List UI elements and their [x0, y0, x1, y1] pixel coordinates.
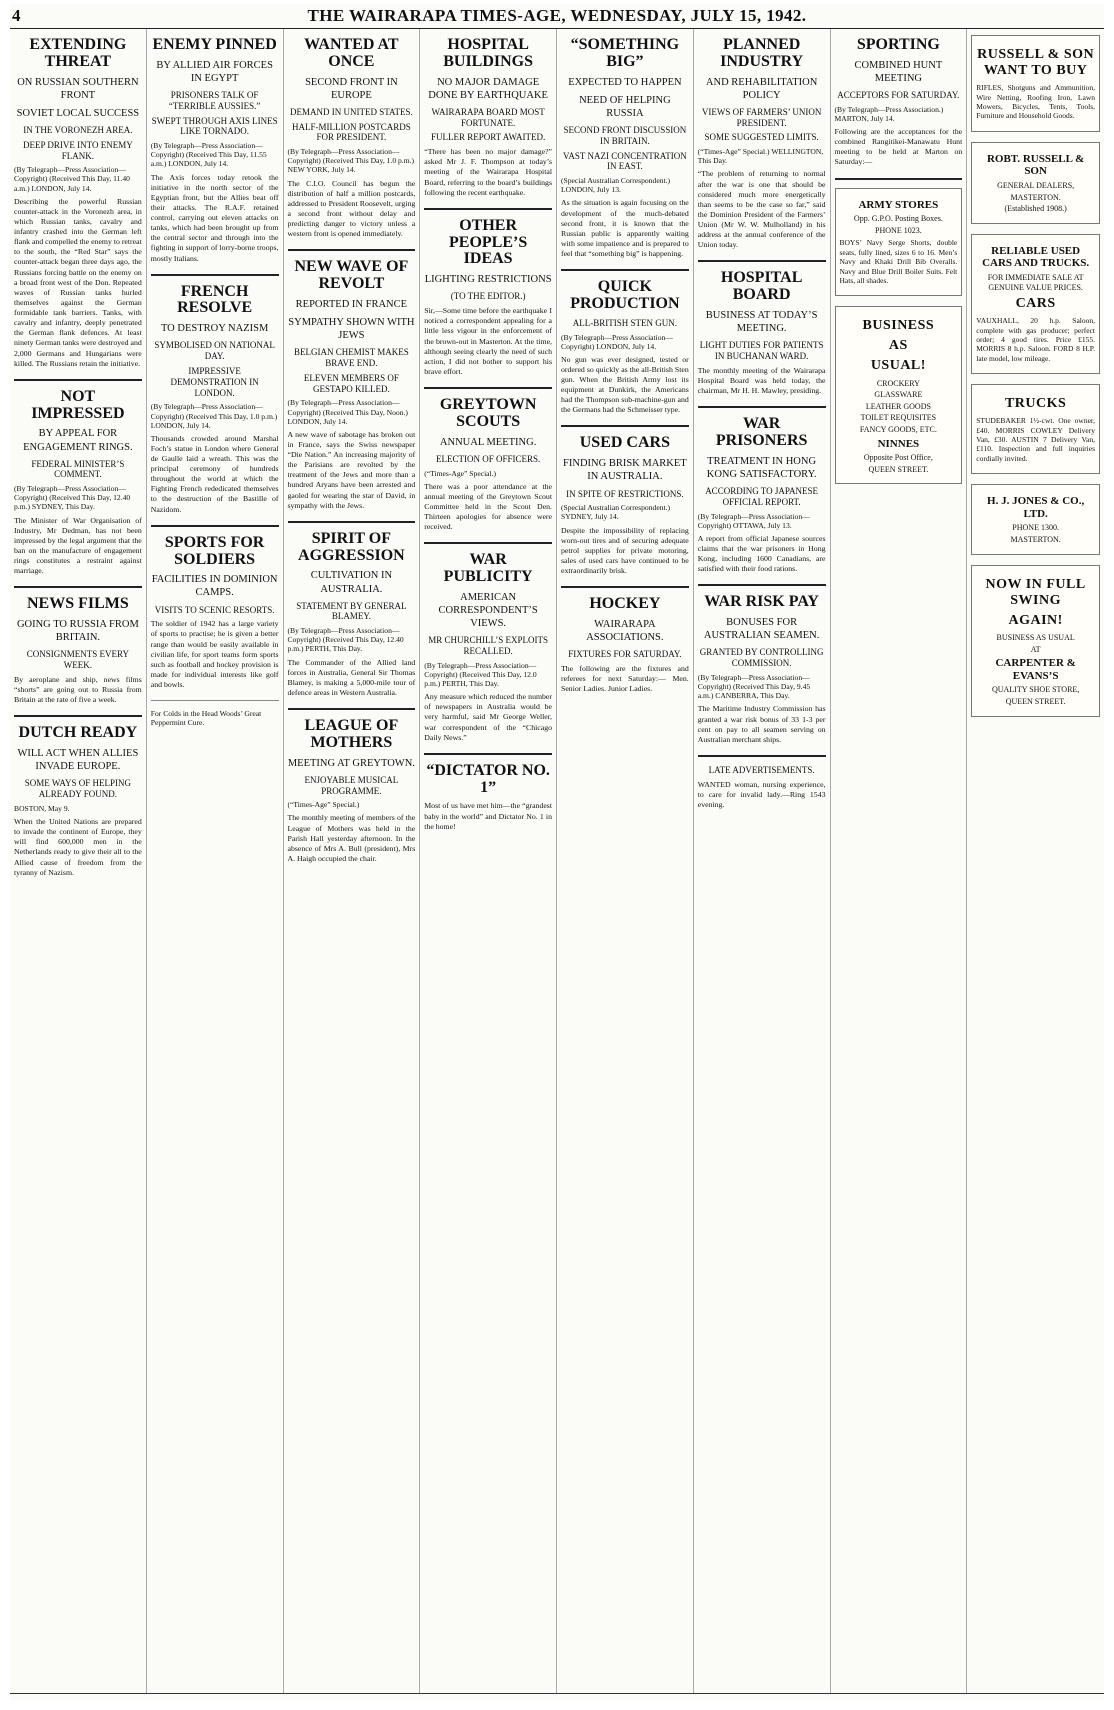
article-something-big [561, 37, 689, 259]
article-not-impressed [14, 389, 142, 577]
ad-line: QUEEN STREET. [868, 464, 929, 474]
deck: NO MAJOR DAMAGE DONE BY EARTHQUAKE [428, 76, 548, 101]
headline: PLANNED INDUSTRY [720, 36, 804, 70]
article-body: The C.I.O. Council has begun the distribution of half a million postcards, addressed to President Roosevelt, urging a second front without delay and predicting danger to victory unless a western front is opened immediately. [287, 178, 416, 239]
dateline: (By Telegraph—Press Association.) MARTON, July 14. [834, 104, 944, 123]
article-new-wave-of-revolt [288, 259, 416, 510]
subdeck: FULLER REPORT AWAITED. [430, 132, 546, 143]
article-body: There was a poor attendance at the annual meeting of the Greytown Scout Committee held in the Scout Den. Thirteen apologies for absence were received. [424, 481, 552, 532]
subdeck: LIGHT DUTIES FOR PATIENTS IN BUCHANAN WARD. [699, 340, 824, 362]
headline: GREYTOWN SCOUTS [439, 396, 537, 430]
dateline: (Special Australian Correspondent.) LONDON, July 13. [561, 176, 671, 195]
dateline: (By Telegraph—Press Association—Copyright) (Received This Day, Noon.) LONDON, July 14. [287, 398, 408, 426]
deck: ANNUAL MEETING. [439, 436, 537, 448]
advertisement-ninnes [835, 306, 963, 484]
column-rule [288, 249, 416, 251]
article-body: Any measure which reduced the number of newspapers in Australia would be very harmful, said Mr George Weller, war correspondent of the “Chicago Daily News.” [424, 692, 552, 742]
article-war-prisoners [698, 416, 826, 574]
headline: SPORTS FOR SOLDIERS [164, 533, 265, 568]
ad-line: H. J. JONES & CO., LTD. [987, 495, 1085, 520]
headline: HOSPITAL BOARD [720, 269, 803, 304]
subdeck: DEMAND IN UNITED STATES. [289, 106, 413, 117]
article-sports-for-soldiers [151, 535, 279, 691]
article-body: “The problem of returning to normal after the war is one that should be considered much more energetically than seems to be the case so far,” said the Dominion President of the Farmers’ Union (Mr W. W. Mulholland) in his address at the annual conference of the Union today. [697, 169, 826, 250]
article-body: The monthly meeting of the Wairarapa Hospital Board was held today, the chairman, Mr H. H. Mawley, presiding. [697, 365, 826, 396]
subdeck: WAIRARAPA BOARD MOST FORTUNATE. [431, 106, 545, 128]
article-hockey [561, 596, 689, 694]
subdeck: SYMBOLISED ON NATIONAL DAY. [154, 340, 275, 362]
deck: TREATMENT IN HONG KONG SATISFACTORY. [706, 455, 817, 480]
dateline: (“Times-Age” Special.) WELLINGTON, This Day. [697, 147, 824, 166]
ad-line: FOR IMMEDIATE SALE AT GENUINE VALUE PRICES. [987, 273, 1084, 292]
ad-line: NOW IN FULL SWING [985, 576, 1086, 608]
headline: ENEMY PINNED [152, 36, 277, 53]
masthead-title: THE WAIRARAPA TIMES-AGE, WEDNESDAY, JULY 15, 1942. [307, 6, 807, 25]
dateline: (By Telegraph—Press Association—Copyright) (Received This Day, 12.40 p.m.) SYDNEY, This Day. [14, 484, 131, 512]
ad-line: USUAL! [870, 358, 926, 374]
headline: QUICK PRODUCTION [570, 278, 680, 312]
article-body: As the situation is again focusing on the development of the much-debated second front, it is known that the Russian public is apparently waiting with some impatience and is prepared to feel that “something big” is happening. [561, 198, 689, 258]
deck: ON RUSSIAN SOUTHERN FRONT [17, 76, 139, 101]
deck: EXPECTED TO HAPPEN [568, 76, 682, 88]
ad-text: STUDEBAKER 1½-cwt. One owner, £40. MORRIS COWLEY Delivery Van, £30. AUSTIN 7 Delivery Van, £110. Inspection and full inquiries cordially invited. [976, 416, 1095, 463]
ad-line: MASTERTON. [1010, 192, 1061, 202]
column-rule [698, 260, 826, 262]
column-rule [14, 379, 142, 381]
article-body: Thousands crowded around Marshal Foch’s statue in London where General de Gaulle laid a wreath. This was the principal ceremony of hundreds throughout the world at which the Fighting French rededicated themselves to the destruction of the Bastille of Nazidom. [150, 433, 279, 514]
deck: SOVIET LOCAL SUCCESS [16, 107, 140, 119]
column-rule [698, 755, 826, 757]
article-body: “There has been no major damage?” asked Mr J. F. Thompson at today’s meeting of the Wairarapa Hospital Board, referring to the board’s buildings following the recent earthquake. [424, 147, 552, 197]
column-rule [14, 715, 142, 717]
dateline: (By Telegraph—Press Association—Copyright) (Received This Day, 12.0 p.m.) PERTH, This Day. [424, 660, 537, 689]
column-5 [557, 29, 694, 1693]
article-war-risk-pay [698, 594, 826, 744]
subdeck: PRISONERS TALK OF “TERRIBLE AUSSIES.” [168, 90, 261, 111]
ad-line: GENERAL DEALERS, [997, 180, 1075, 190]
ad-line: MASTERTON. [1010, 535, 1061, 545]
advertisement-hj-jones [971, 484, 1100, 554]
article-planned-industry [698, 37, 826, 250]
deck: FINDING BRISK MARKET IN AUSTRALIA. [563, 458, 687, 483]
deck: BONUSES FOR AUSTRALIAN SEAMEN. [703, 617, 820, 642]
column-1 [10, 29, 147, 1693]
column-rule [561, 269, 689, 271]
ad-line: CROCKERY [876, 378, 920, 388]
ad-line: QUEEN STREET. [1005, 696, 1066, 706]
columns [10, 29, 1104, 1694]
article-sporting [835, 37, 963, 168]
headline: NEWS FILMS [26, 595, 129, 613]
dateline: (By Telegraph—Press Association—Copyright) (Received This Day, 1.0 p.m.) NEW YORK, July 14. [287, 147, 415, 175]
headline: SPORTING [856, 36, 940, 53]
headline: WAR PUBLICITY [443, 551, 533, 586]
ad-text: RIFLES, Shotguns and Ammunition, Wire Netting, Roofing Iron, Lawn Mowers, Bicycles, Tents, Tools, Furniture and Household Goods. [976, 83, 1095, 121]
column-rule [151, 700, 279, 701]
headline: WAR PRISONERS [715, 415, 808, 450]
subdeck: HALF-MILLION POSTCARDS FOR PRESIDENT. [291, 121, 411, 143]
column-rule [835, 178, 963, 180]
column-rule [561, 425, 689, 427]
article-hospital-buildings [424, 37, 552, 198]
column-4 [420, 29, 557, 1693]
ad-line: NINNES [877, 437, 920, 450]
subdeck: ENJOYABLE MUSICAL PROGRAMME. [304, 774, 399, 796]
column-2 [147, 29, 284, 1693]
column-8 [967, 29, 1104, 1693]
ad-line: CARS [1015, 296, 1056, 312]
column-rule [424, 208, 552, 210]
dateline: (By Telegraph—Press Association—Copyright) (Received This Day, 11.55 a.m.) LONDON, July 14. [150, 141, 267, 169]
dateline: (By Telegraph—Press Association—Copyright) (Received This Day, 11.40 a.m.) LONDON, July 14. [14, 165, 130, 193]
column-rule [288, 708, 416, 710]
ad-line: QUALITY SHOE STORE, [991, 685, 1080, 695]
column-rule [424, 542, 552, 544]
dateline: (By Telegraph—Press Association—Copyright) LONDON, July 14. [561, 332, 673, 351]
article-body: Despite the impossibility of replacing worn-out tires and of securing adequate petrol supplies for private motoring, sales of used cars have continued to be extraordinarily brisk. [561, 525, 689, 576]
subdeck: ACCEPTORS FOR SATURDAY. [837, 90, 960, 101]
headline: DUTCH READY [18, 724, 138, 742]
deck: BUSINESS AT TODAY’S MEETING. [705, 310, 818, 335]
ad-line: PHONE 1023. [875, 225, 922, 235]
ad-line: LEATHER GOODS [865, 401, 931, 411]
article-dutch-ready [14, 725, 142, 878]
deck: GOING TO RUSSIA FROM BRITAIN. [16, 619, 139, 644]
article-spirit-of-aggression [288, 531, 416, 698]
article-body: The Axis forces today retook the initiative in the north sector of the Egyptian front, but the Allies beat off their attacks. The R.A.F. retained control, carrying out eleven attacks on tanks, which had been brought up from the central sector and through into the fighting in support of lorry-borne troops, mostly Italians. [150, 172, 279, 263]
subdeck: DEEP DRIVE INTO ENEMY FLANK. [23, 139, 133, 161]
advertisement-russell-and-son [971, 35, 1100, 132]
article-body: The monthly meeting of members of the League of Mothers was held in the Parish Hall yesterday afternoon. In the absence of Mrs A. Bull (president), Mrs A. Haigh occupied the chair. [287, 813, 416, 863]
article-hospital-board [698, 270, 826, 396]
headline: WAR RISK PAY [704, 593, 819, 611]
subdeck: ACCORDING TO JAPANESE OFFICIAL REPORT. [705, 486, 819, 507]
ad-line: GLASSWARE [874, 390, 923, 400]
article-other-peoples-ideas [424, 218, 552, 377]
deck: WAIRARAPA ASSOCIATIONS. [586, 618, 664, 644]
deck: SYMPATHY SHOWN WITH JEWS [288, 317, 415, 342]
ad-line: Opp. G.P.O. Posting Boxes. [853, 214, 943, 224]
column-6 [694, 29, 831, 1693]
article-french-resolve [151, 284, 279, 515]
subdeck: ALL-BRITISH STEN GUN. [572, 317, 677, 328]
subdeck: BELGIAN CHEMIST MAKES BRAVE END. [293, 347, 409, 369]
dateline: (By Telegraph—Press Association—Copyright) OTTAWA, July 13. [697, 511, 810, 530]
article-body: No gun was ever designed, tested or ordered so quickly as the all-British Sten gun. When the British Army lost its equipment at Dunkirk, the Americans had the Thompson sub-machine-gun and the Germans had the Schmeisser type. [561, 354, 689, 415]
ad-line: AT [1030, 644, 1041, 654]
deck: SECOND FRONT IN EUROPE [305, 76, 398, 101]
subdeck: ELECTION OF OFFICERS. [435, 453, 541, 464]
advertisement-robt-russell [971, 142, 1100, 224]
ad-line: BUSINESS AS USUAL [996, 632, 1075, 642]
deck: AND REHABILITATION POLICY [705, 76, 818, 101]
article-body: Following are the acceptances for the combined Rangitikei-Manawatu Hunt meeting to be held at Marton on Saturday:— [834, 127, 963, 167]
subdeck: FEDERAL MINISTER’S COMMENT. [31, 458, 125, 480]
column-rule [424, 387, 552, 389]
article-body: A new wave of sabotage has broken out in France, says the Swiss newspaper “Die Nation.” An increasing majority of the Parisians are revolted by the treatment of the Jews and more than a hundred Aryans have been arrested and gaoled for wearing the star of David, in sympathy with the Jews. [287, 429, 416, 510]
article-war-publicity [424, 552, 552, 743]
dateline: (By Telegraph—Press Association—Copyright) (Received This Day, 9.45 a.m.) CANBERRA, This Day. [697, 673, 811, 701]
article-body: When the United Nations are prepared to invade the continent of Europe, they will find 600,000 men in the Netherlands ready to give their all to the Allied cause of freedom from the tyranny of Nazism. [14, 817, 142, 877]
article-body: The Maritime Industry Commission has granted a war risk bonus of 33 1-3 per cent on pay to all seamen serving on Australian merchant ships. [697, 704, 826, 744]
article-news-films [14, 596, 142, 705]
column-7 [831, 29, 968, 1693]
article-greytown-scouts [424, 397, 552, 532]
headline: USED CARS [579, 434, 670, 452]
headline: “DICTATOR NO. 1” [426, 761, 550, 796]
subdeck: GRANTED BY CONTROLLING COMMISSION. [699, 647, 824, 669]
article-enemy-pinned [151, 37, 279, 264]
column-rule [424, 753, 552, 755]
headline: “SOMETHING BIG” [570, 36, 680, 70]
subdeck: SOME SUGGESTED LIMITS. [704, 132, 819, 143]
ad-line: ARMY STORES [858, 198, 939, 211]
article-body: WANTED woman, nursing experience, to care for invalid lady.—Ring 1543 evening. [697, 779, 826, 809]
ad-line: AS [888, 338, 908, 354]
headline: LEAGUE OF MOTHERS [304, 717, 399, 751]
ad-text: VAUXHALL, 20 h.p. Saloon, complete with gas producer; perfect order; 4 good tires. Price £155. MORRIS 8 h.p. Saloon. FORD 8 H.P. late model, low mileage. [976, 316, 1095, 363]
ad-line: AGAIN! [1008, 612, 1063, 628]
dateline: (“Times-Age” Special.) [287, 800, 360, 810]
subdeck: SWEPT THROUGH AXIS LINES LIKE TORNADO. [151, 115, 278, 137]
subdeck: SOME WAYS OF HELPING ALREADY FOUND. [24, 778, 132, 800]
dateline: (“Times-Age” Special.) [424, 468, 497, 478]
subdeck: CONSIGNMENTS EVERY WEEK. [26, 649, 129, 671]
ad-line: PHONE 1300. [1012, 523, 1059, 533]
article-league-of-mothers [288, 718, 416, 864]
deck: FACILITIES IN DOMINION CAMPS. [151, 574, 278, 599]
subdeck: IN THE VORONEZH AREA. [23, 124, 133, 135]
dateline: (By Telegraph—Press Association—Copyright) (Received This Day, 1.0 p.m.) LONDON, July 14. [150, 402, 278, 430]
article-wanted-at-once [288, 37, 416, 239]
subdeck: FIXTURES FOR SATURDAY. [568, 649, 682, 660]
headline: HOCKEY [589, 595, 661, 613]
headline: FRENCH RESOLVE [177, 282, 253, 317]
ad-line: (Established 1908.) [1004, 204, 1067, 214]
deck: LIGHTING RESTRICTIONS [424, 274, 552, 286]
column-rule [561, 586, 689, 588]
column-rule [698, 406, 826, 408]
headline: NEW WAVE OF REVOLT [294, 258, 409, 293]
column-rule [151, 525, 279, 527]
article-body: Describing the powerful Russian counter-attack in the Voronezh area, in which Russian tanks, cavalry and infantry crashed into the German left flank and compelled the enemy to retreat to the south, the “Red Star” says the counter-attack began three days ago, the Russians forcing battle on the enemy on a broad front west of the Don. Repeated waves of Russian tanks hurled themselves against the German formidable tank barriers. Tanks, with cavalry and infantry, deeply penetrated the German flank defences. At least ninety German tanks were destroyed and 2,000 Germans and Hungarians were killed. The Russians retain the initiative. [14, 196, 142, 368]
headline: OTHER PEOPLE’S IDEAS [449, 216, 528, 268]
article-body: The Commander of the Allied land forces in Australia, General Sir Thomas Blamey, is making a 5,000-mile tour of defence areas in Western Australia. [287, 657, 416, 697]
headline: EXTENDING THREAT [29, 36, 127, 70]
ad-line: BUSINESS [862, 318, 935, 334]
ad-line: CARPENTER & EVANS’S [995, 657, 1076, 682]
article-quick-production [561, 279, 689, 415]
late-ads-heading: LATE ADVERTISEMENTS. [708, 764, 815, 775]
ad-line: RUSSELL & SON WANT TO BUY [977, 47, 1095, 79]
deck: CULTIVATION IN AUSTRALIA. [310, 570, 393, 595]
subdeck: ELEVEN MEMBERS OF GESTAPO KILLED. [303, 372, 399, 394]
deck: BY APPEAL FOR ENGAGEMENT RINGS. [23, 428, 133, 453]
deck: WILL ACT WHEN ALLIES INVADE EUROPE. [17, 748, 139, 773]
column-rule [698, 584, 826, 586]
column-rule [14, 586, 142, 588]
article-body: The following are the fixtures and referees for next Saturday:— Men. Senior Ladies. Junior Ladies. [561, 664, 689, 694]
subdeck: (TO THE EDITOR.) [450, 291, 526, 302]
column-rule [151, 274, 279, 276]
article-used-cars [561, 435, 689, 576]
headline: WANTED AT ONCE [304, 36, 399, 70]
newspaper-page [10, 4, 1104, 1700]
article-late-advertisements [698, 765, 826, 810]
dateline: (By Telegraph—Press Association—Copyright) (Received This Day, 12.40 p.m.) PERTH, This Day. [287, 626, 404, 654]
article-dictator-no-1 [424, 763, 552, 832]
masthead [10, 4, 1104, 29]
article-body: By aeroplane and ship, news films “shorts” are going out to Russia from Britain at the rate of five a week. [14, 674, 142, 705]
ad-line: RELIABLE USED CARS AND TRUCKS. [982, 244, 1090, 270]
deck: BY ALLIED AIR FORCES IN EGYPT [156, 59, 273, 84]
subdeck: VAST NAZI CONCENTRATION IN EAST. [563, 150, 687, 172]
subdeck: STATEMENT BY GENERAL BLAMEY. [296, 600, 407, 622]
subdeck: VIEWS OF FARMERS’ UNION PRESIDENT. [701, 106, 822, 128]
deck: REPORTED IN FRANCE [295, 298, 408, 310]
subdeck: SECOND FRONT DISCUSSION IN BRITAIN. [563, 124, 687, 146]
footnote-advertisement: For Colds in the Head Woods’ Great Peppermint Cure. [150, 709, 262, 728]
subdeck: IMPRESSIVE DEMONSTRATION IN LONDON. [170, 366, 259, 398]
article-extending-threat [14, 37, 142, 369]
article-body: Most of us have met him—the “grandest baby in the world” and Dictator No. 1 in the home! [424, 801, 552, 831]
ad-line: TRUCKS [1004, 396, 1067, 412]
article-body: The Minister of War Organisation of Industry, Mr Dedman, has not been impressed by the legal argument that the ban on the manufacture of engagement rings constitutes a restraint against marriage. [14, 515, 142, 576]
subdeck: VISITS TO SCENIC RESORTS. [154, 604, 275, 615]
column-rule [288, 521, 416, 523]
article-body: Sir,—Some time before the earthquake I noticed a correspondent appealing for a little less vigour in the enforcement of the brown-out in Masterton. At the time, although seeing clearly the need of such action, I did not bother to support his brave effort. [424, 306, 552, 376]
ad-line: FANCY GOODS, ETC. [859, 424, 937, 434]
dateline: (Special Australian Correspondent.) SYDNEY, July 14. [561, 503, 671, 522]
advertisement-trucks [971, 384, 1100, 474]
page-number: 4 [12, 6, 21, 25]
ad-text: BOYS’ Navy Serge Shorts, double seats, fully lined, sizes 6 to 16. Men’s Navy and Khaki Drill Bib Overalls. Navy and Blue Drill Boiler Suits. Felt Hats, all shades. [839, 238, 958, 285]
ad-line: Opposite Post Office, [863, 453, 933, 463]
advertisement-carpenter-and-evans [971, 565, 1100, 717]
headline: SPIRIT OF AGGRESSION [298, 529, 405, 564]
deck: COMBINED HUNT MEETING [854, 59, 943, 84]
advertisement-used-cars-and-trucks [971, 234, 1100, 374]
deck: AMERICAN CORRESPONDENT’S VIEWS. [438, 591, 538, 630]
deck: TO DESTROY NAZISM [160, 323, 269, 335]
deck: NEED OF HELPING RUSSIA [579, 94, 671, 119]
column-3 [284, 29, 421, 1693]
headline: HOSPITAL BUILDINGS [443, 36, 534, 70]
ad-line: TOILET REQUISITES [860, 413, 937, 423]
ad-line: ROBT. RUSSELL & SON [986, 152, 1085, 178]
headline: NOT IMPRESSED [31, 387, 125, 422]
deck: MEETING AT GREYTOWN. [287, 757, 415, 769]
subdeck: IN SPITE OF RESTRICTIONS. [566, 488, 684, 499]
advertisement-army-stores [835, 188, 963, 297]
subdeck: MR CHURCHILL’S EXPLOITS RECALLED. [428, 635, 548, 657]
article-body: A report from official Japanese sources claims that the war prisoners in Hong Kong, including 1600 Canadians, are satisfied with their food rations. [697, 533, 826, 574]
article-body: The soldier of 1942 has a large variety of sports to practise; he is given a better range than would be easily available in civilian life, for sport teams form sports such as football and hockey provision is made for individual interests like golf and bowls. [150, 619, 279, 690]
dateline: BOSTON, May 9. [14, 803, 70, 813]
